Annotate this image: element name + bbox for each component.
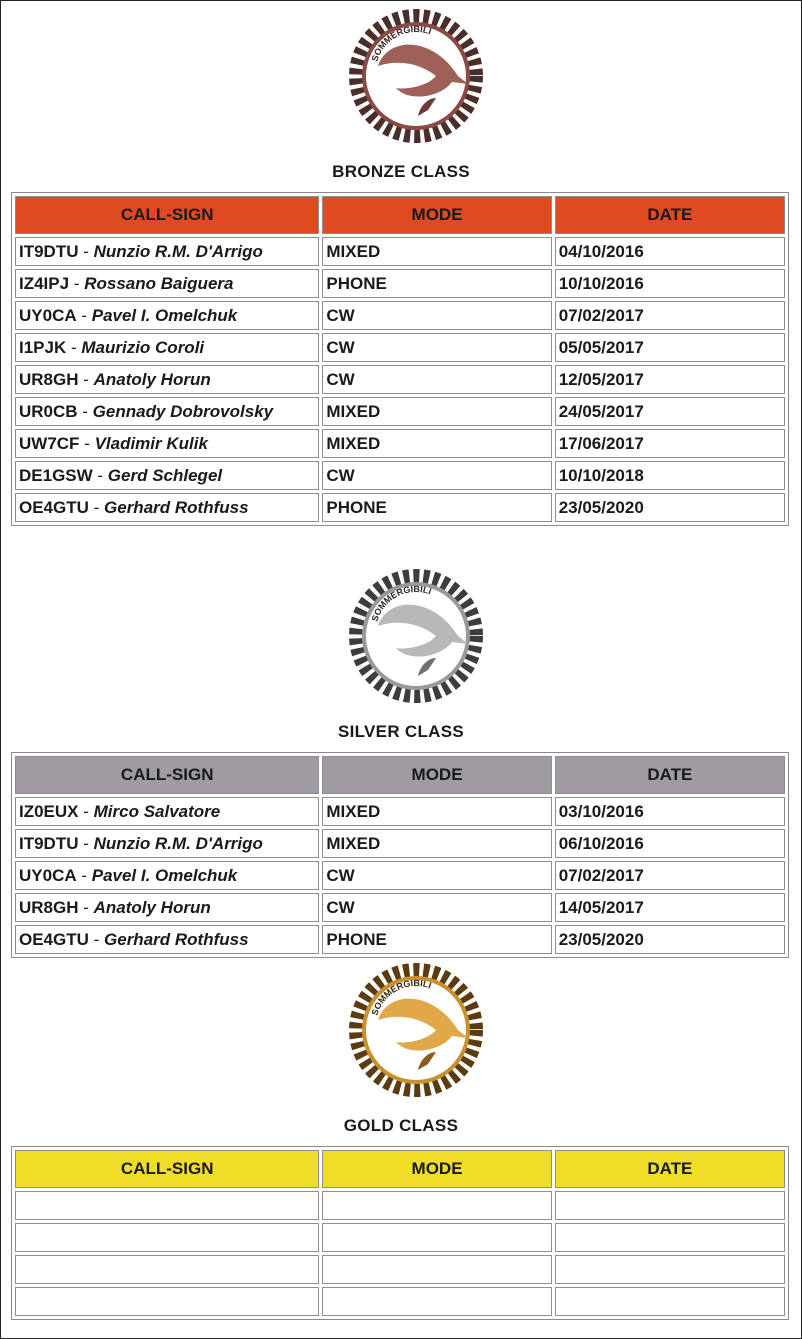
date-cell: 12/05/2017 — [555, 365, 785, 394]
bronze-badge-icon — [348, 6, 484, 146]
badge-text: SOMMERGIBILI — [369, 23, 433, 63]
date-cell: 07/02/2017 — [555, 861, 785, 890]
table-row — [15, 1255, 785, 1284]
separator: - — [76, 865, 92, 885]
call-sign-cell — [15, 333, 319, 362]
operator-name: Pavel I. Omelchuk — [91, 305, 238, 325]
date-cell — [555, 1255, 785, 1284]
date-cell: 04/10/2016 — [555, 237, 785, 266]
table-row — [15, 1287, 785, 1316]
bronze-table — [11, 192, 789, 526]
call-sign-cell — [15, 397, 319, 426]
call-sign-cell — [15, 797, 319, 826]
table-row — [15, 893, 785, 922]
mode-cell: MIXED — [322, 797, 551, 826]
mode-cell — [322, 1287, 551, 1316]
operator-name: Maurizio Coroli — [81, 337, 205, 357]
table-row — [15, 333, 785, 362]
mode-cell: MIXED — [322, 397, 551, 426]
table-row — [15, 269, 785, 298]
mode-cell — [322, 1191, 551, 1220]
separator: - — [77, 401, 93, 421]
call-sign-cell — [15, 269, 319, 298]
separator: - — [78, 801, 94, 821]
call-sign: UR0CB — [19, 401, 78, 421]
operator-name: Vladimir Kulik — [94, 433, 208, 453]
operator-name: Anatoly Horun — [93, 369, 211, 389]
mode-cell: CW — [322, 301, 551, 330]
mode-cell: CW — [322, 893, 551, 922]
operator-name: Nunzio R.M. D'Arrigo — [93, 833, 263, 853]
date-cell: 14/05/2017 — [555, 893, 785, 922]
gold-class-title: GOLD CLASS — [343, 1116, 459, 1135]
table-row — [15, 493, 785, 522]
call-sign-cell — [15, 861, 319, 890]
call-sign-cell — [15, 829, 319, 858]
table-row — [15, 461, 785, 490]
table-row — [15, 797, 785, 826]
separator: - — [88, 497, 105, 517]
call-sign-cell — [15, 301, 319, 330]
gold-badge-icon — [348, 960, 484, 1100]
operator-name: Gennady Dobrovolsky — [92, 401, 274, 421]
header-call-sign: CALL-SIGN — [15, 1150, 319, 1188]
header-mode: MODE — [322, 756, 551, 794]
mode-cell — [322, 1255, 551, 1284]
call-sign-cell — [15, 1287, 319, 1316]
call-sign-cell — [15, 893, 319, 922]
mode-cell: MIXED — [322, 829, 551, 858]
mode-cell — [322, 1223, 551, 1252]
separator: - — [69, 273, 85, 293]
operator-name: Pavel I. Omelchuk — [91, 865, 238, 885]
operator-name: Mirco Salvatore — [93, 801, 221, 821]
operator-name: Gerhard Rothfuss — [104, 497, 249, 517]
mode-cell: PHONE — [322, 493, 551, 522]
header-call-sign: CALL-SIGN — [15, 756, 319, 794]
separator: - — [78, 833, 94, 853]
separator: - — [88, 929, 105, 949]
call-sign-cell — [15, 1223, 319, 1252]
mode-cell: CW — [322, 333, 551, 362]
badge-text: SOMMERGIBILI — [369, 583, 433, 623]
date-cell: 03/10/2016 — [555, 797, 785, 826]
operator-name: Nunzio R.M. D'Arrigo — [93, 241, 263, 261]
table-row — [15, 237, 785, 266]
call-sign-cell — [15, 461, 319, 490]
date-cell — [555, 1223, 785, 1252]
date-cell: 07/02/2017 — [555, 301, 785, 330]
table-row — [15, 365, 785, 394]
call-sign: UW7CF — [19, 433, 80, 453]
separator: - — [92, 465, 108, 485]
mode-cell: CW — [322, 365, 551, 394]
operator-name: Anatoly Horun — [93, 897, 211, 917]
table-row — [15, 429, 785, 458]
call-sign-cell — [15, 493, 319, 522]
call-sign: UY0CA — [19, 305, 77, 325]
call-sign: I1PJK — [19, 337, 67, 357]
call-sign: OE4GTU — [19, 497, 89, 517]
call-sign: UR8GH — [19, 897, 79, 917]
gold-table — [11, 1146, 789, 1320]
mode-cell: MIXED — [322, 429, 551, 458]
call-sign-cell — [15, 1255, 319, 1284]
silver-table — [11, 752, 789, 958]
date-cell: 23/05/2020 — [555, 925, 785, 954]
header-mode: MODE — [322, 196, 551, 234]
separator: - — [76, 305, 92, 325]
call-sign: IZ4IPJ — [19, 273, 70, 293]
mode-cell: CW — [322, 861, 551, 890]
table-row — [15, 829, 785, 858]
call-sign-cell — [15, 237, 319, 266]
bronze-class-title: BRONZE CLASS — [332, 162, 470, 181]
mode-cell: MIXED — [322, 237, 551, 266]
separator: - — [78, 241, 94, 261]
call-sign-cell — [15, 429, 319, 458]
operator-name: Rossano Baiguera — [84, 273, 234, 293]
mode-cell: CW — [322, 461, 551, 490]
separator: - — [78, 897, 94, 917]
date-cell: 23/05/2020 — [555, 493, 785, 522]
table-row — [15, 301, 785, 330]
operator-name: Gerd Schlegel — [107, 465, 223, 485]
table-header-row — [15, 756, 785, 794]
mode-cell: PHONE — [322, 925, 551, 954]
silver-badge-icon — [348, 566, 484, 706]
date-cell: 24/05/2017 — [555, 397, 785, 426]
call-sign: IZ0EUX — [19, 801, 79, 821]
date-cell: 06/10/2016 — [555, 829, 785, 858]
table-row — [15, 1223, 785, 1252]
header-date: DATE — [555, 756, 785, 794]
date-cell — [555, 1287, 785, 1316]
date-cell: 05/05/2017 — [555, 333, 785, 362]
call-sign: DE1GSW — [19, 465, 93, 485]
table-row — [15, 861, 785, 890]
header-date: DATE — [555, 196, 785, 234]
header-call-sign: CALL-SIGN — [15, 196, 319, 234]
call-sign: UY0CA — [19, 865, 77, 885]
operator-name: Gerhard Rothfuss — [104, 929, 249, 949]
mode-cell: PHONE — [322, 269, 551, 298]
table-row — [15, 1191, 785, 1220]
header-mode: MODE — [322, 1150, 551, 1188]
call-sign: UR8GH — [19, 369, 79, 389]
call-sign-cell — [15, 925, 319, 954]
table-row — [15, 397, 785, 426]
header-date: DATE — [555, 1150, 785, 1188]
call-sign: OE4GTU — [19, 929, 89, 949]
separator: - — [66, 337, 82, 357]
table-header-row — [15, 196, 785, 234]
date-cell: 10/10/2018 — [555, 461, 785, 490]
date-cell — [555, 1191, 785, 1220]
call-sign-cell — [15, 1191, 319, 1220]
table-row — [15, 925, 785, 954]
silver-class-title: SILVER CLASS — [337, 722, 465, 741]
badge-text: SOMMERGIBILI — [369, 977, 433, 1017]
separator: - — [78, 369, 94, 389]
call-sign: IT9DTU — [19, 833, 79, 853]
call-sign-cell — [15, 365, 319, 394]
date-cell: 17/06/2017 — [555, 429, 785, 458]
table-header-row — [15, 1150, 785, 1188]
call-sign: IT9DTU — [19, 241, 79, 261]
date-cell: 10/10/2016 — [555, 269, 785, 298]
separator: - — [79, 433, 95, 453]
